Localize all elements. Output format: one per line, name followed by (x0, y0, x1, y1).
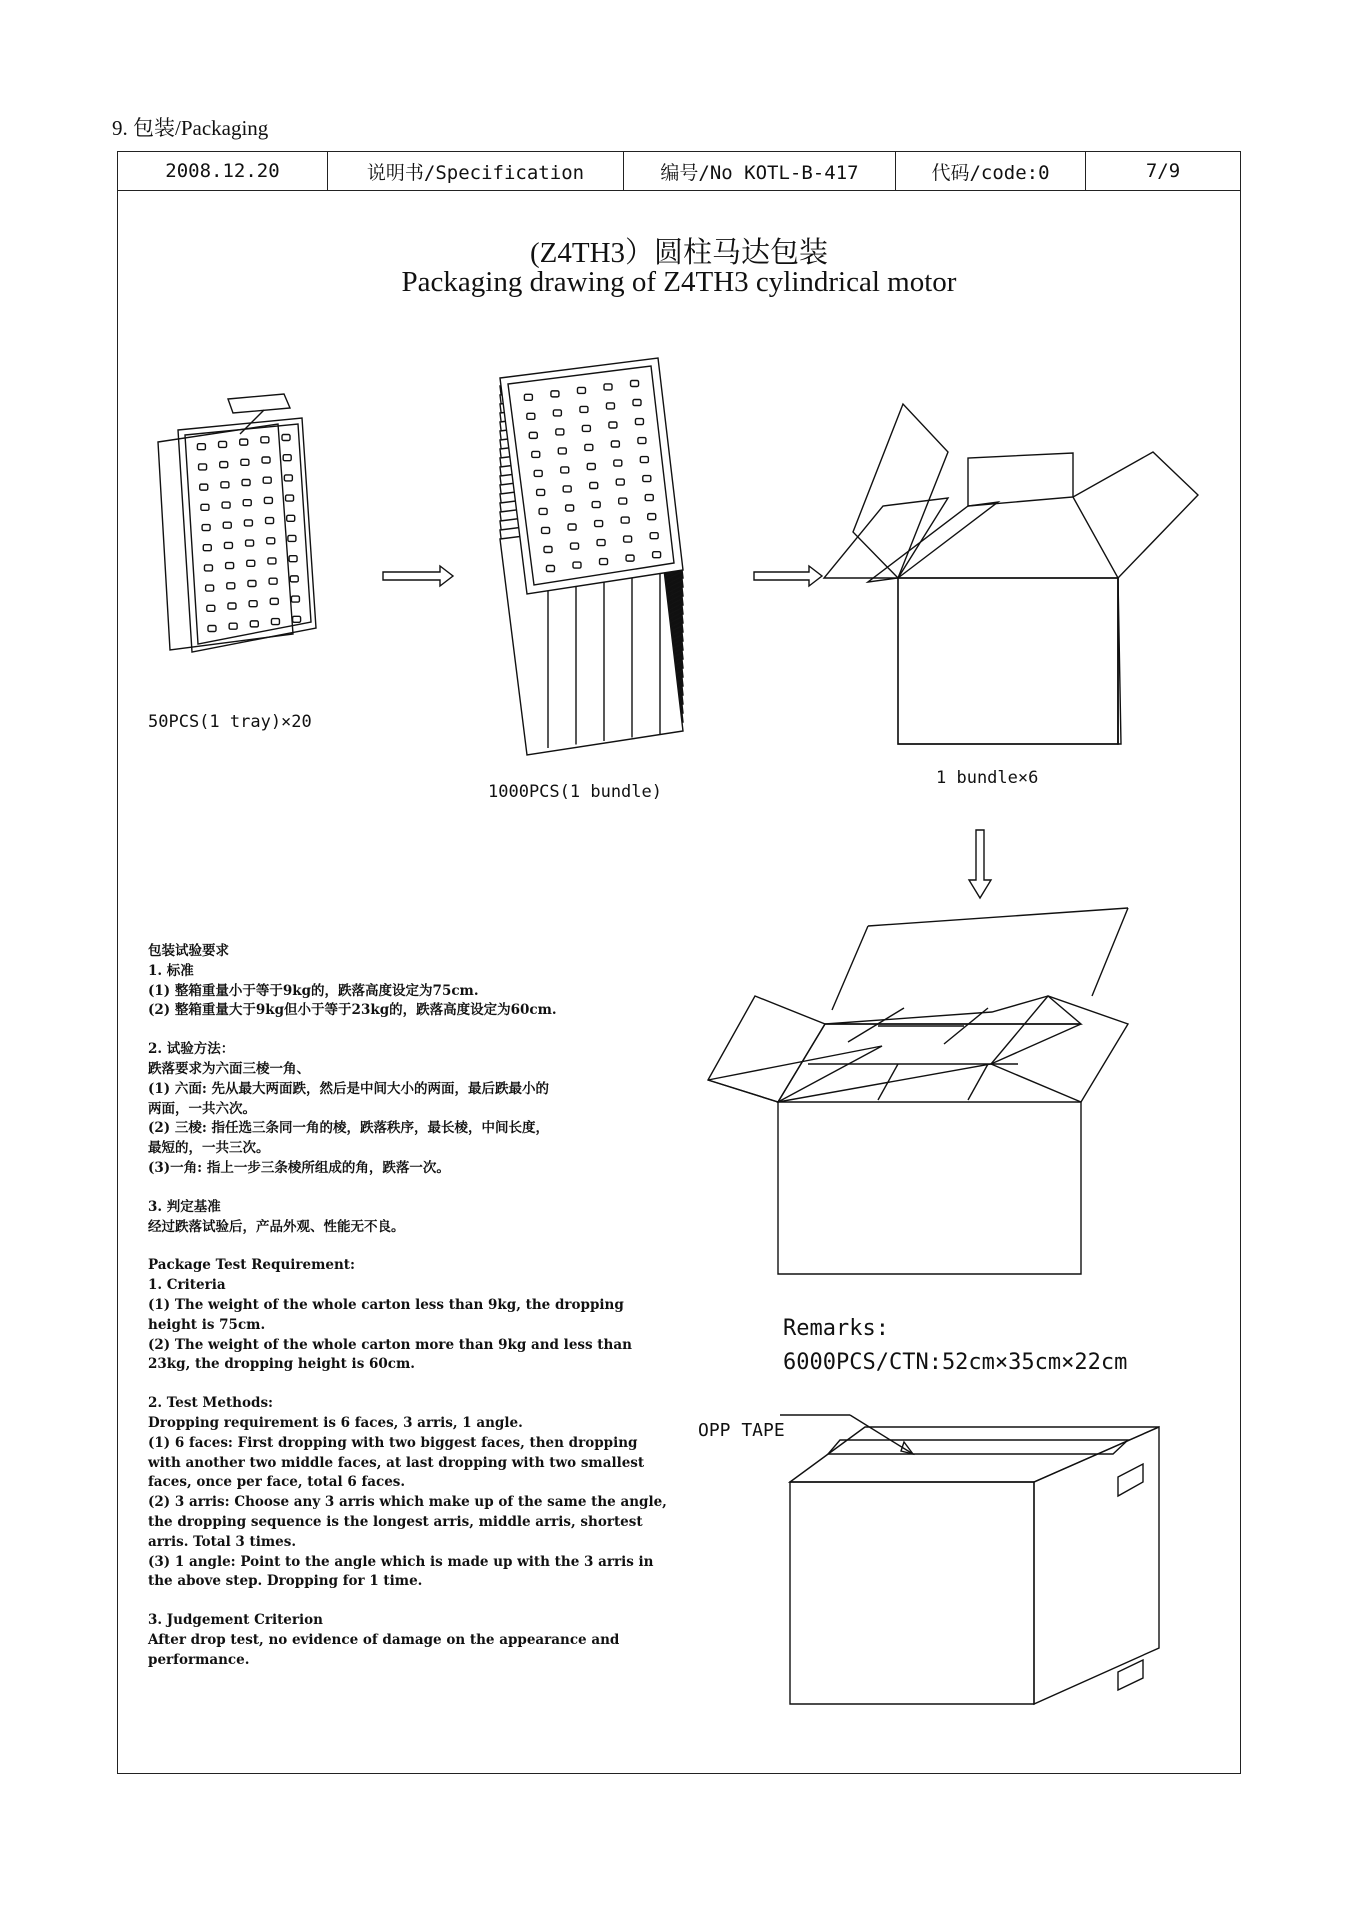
requirement-line: (1) 六面: 先从最大两面跌，然后是中间大小的两面，最后跌最小的 (148, 1080, 550, 1097)
carton-caption: 1 bundle×6 (936, 768, 1039, 788)
requirement-line: (3) 1 angle: Point to the angle which is made up with the 3 arris in (148, 1553, 654, 1570)
motor-detail-icon (228, 394, 290, 413)
requirement-gap (148, 1179, 668, 1198)
arrow-down-icon (969, 830, 991, 898)
requirement-line: (2) 整箱重量大于9kg但小于等于23kg的，跌落高度设定为60cm. (148, 1002, 557, 1019)
requirement-line: After drop test, no evidence of damage on the appearance and (148, 1631, 620, 1648)
header-page: 7/9 (1145, 160, 1181, 182)
header-number: 编号/No KOTL-B-417 (624, 152, 896, 190)
remarks-label: Remarks: (783, 1316, 889, 1341)
tray-illustration (158, 394, 316, 652)
header-doc-type: 说明书/Specification (328, 152, 624, 190)
test-requirements (148, 942, 668, 1671)
tray-caption: 50PCS(1 tray)×20 (148, 712, 312, 732)
requirement-line: 经过跌落试验后，产品外观、性能无不良。 (148, 1218, 405, 1235)
requirement-line: 2. 试验方法： (148, 1041, 235, 1058)
large-open-carton-icon (708, 908, 1128, 1274)
requirement-line: (1) 整箱重量小于等于9kg的，跌落高度设定为75cm. (148, 982, 479, 999)
remarks (783, 1312, 1127, 1380)
requirement-line: (2) 三棱: 指任选三条同一角的棱，跌落秩序，最长棱，中间长度， (148, 1120, 550, 1137)
header-date: 2008.12.20 (118, 152, 328, 190)
requirement-gap (148, 1592, 668, 1611)
requirement-line: (2) 3 arris: Choose any 3 arris which make up of the same the angle, (148, 1494, 667, 1511)
requirement-gap (148, 1237, 668, 1256)
bundle-caption: 1000PCS(1 bundle) (488, 782, 662, 802)
title-chinese: (Z4TH3）圆柱马达包装 (529, 237, 829, 269)
requirement-line: 跌落要求为六面三棱一角、 (148, 1060, 310, 1077)
header-code: 代码/code:0 (896, 152, 1086, 190)
title-english: Packaging drawing of Z4TH3 cylindrical motor (401, 266, 957, 298)
spec-frame (117, 151, 1241, 1774)
arrow-right-2-icon (754, 566, 822, 586)
requirement-line: performance. (148, 1651, 250, 1668)
requirement-line: 2. Test Methods: (148, 1395, 274, 1412)
requirement-line: the above step. Dropping for 1 time. (148, 1573, 423, 1590)
requirement-line: the dropping sequence is the longest arris, middle arris, shortest (148, 1513, 643, 1530)
requirement-line: 1. Criteria (148, 1277, 226, 1294)
requirement-line: (1) The weight of the whole carton less than 9kg, the dropping (148, 1296, 624, 1313)
requirement-line: height is 75cm. (148, 1316, 266, 1333)
open-carton-icon (824, 404, 1198, 744)
section-heading: 9. 包装/Packaging (112, 116, 269, 140)
requirement-line: 3. Judgement Criterion (148, 1612, 323, 1629)
requirement-line: with another two middle faces, at last dropping with two smallest (148, 1454, 645, 1471)
requirement-line: arris. Total 3 times. (148, 1533, 297, 1550)
arrow-right-1-icon (383, 566, 453, 586)
requirement-line: (3)一角: 指上一步三条棱所组成的角，跌落一次。 (148, 1159, 450, 1176)
requirement-gap (148, 1375, 668, 1394)
requirement-line: Package Test Requirement: (148, 1257, 356, 1274)
requirement-gap (148, 1021, 668, 1040)
bundle-illustration (500, 358, 683, 755)
requirement-line: Dropping requirement is 6 faces, 3 arris, 1 angle. (148, 1414, 523, 1431)
requirement-line: 包装试验要求 (148, 943, 229, 959)
requirement-line: 1. 标准 (148, 962, 194, 979)
requirement-line: 最短的，一共三次。 (148, 1140, 270, 1157)
requirement-line: 两面，一共六次。 (148, 1100, 256, 1117)
requirement-line: (2) The weight of the whole carton more than 9kg and less than (148, 1336, 632, 1353)
requirement-line: faces, once per face, total 6 faces. (148, 1474, 406, 1491)
requirement-line: 3. 判定基准 (148, 1198, 221, 1215)
remarks-value: 6000PCS/CTN:52cm×35cm×22cm (783, 1350, 1128, 1375)
requirement-line: (1) 6 faces: First dropping with two biggest faces, then dropping (148, 1434, 638, 1451)
requirement-line: 23kg, the dropping height is 60cm. (148, 1356, 415, 1373)
opp-tape-label: OPP TAPE (698, 1420, 785, 1441)
sealed-carton-icon (780, 1415, 1159, 1704)
